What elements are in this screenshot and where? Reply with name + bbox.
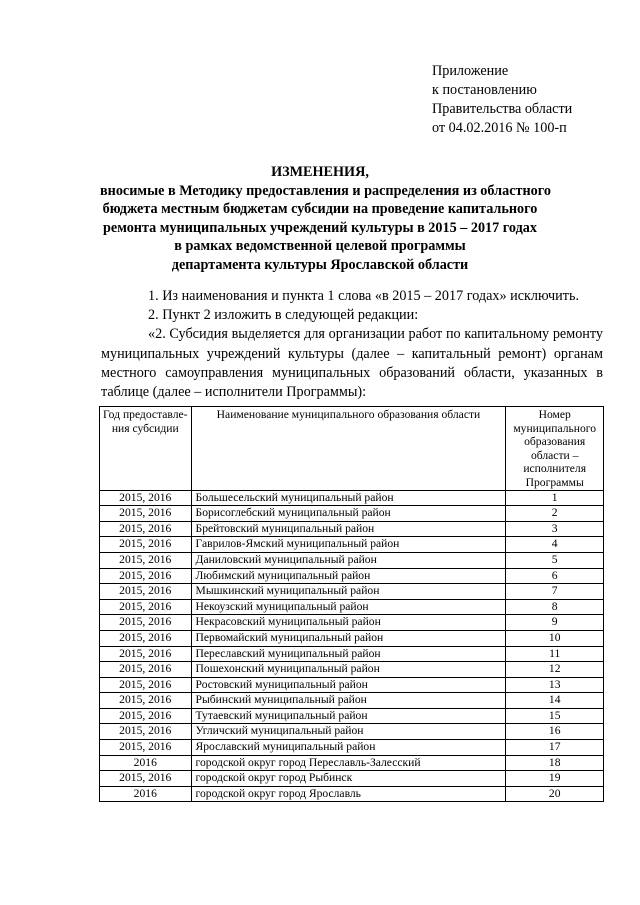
cell-name: Большесельский муниципальный район	[191, 490, 506, 506]
cell-year: 2015, 2016	[100, 771, 192, 787]
cell-number: 1	[506, 490, 604, 506]
document-title	[100, 163, 551, 275]
cell-year: 2015, 2016	[100, 724, 192, 740]
table-row	[100, 724, 604, 740]
cell-name: Тутаевский муниципальный район	[191, 708, 506, 724]
cell-year: 2015, 2016	[100, 521, 192, 537]
header-name: Наименование муниципального образования области	[191, 407, 506, 491]
table-row	[100, 506, 604, 522]
table-row	[100, 740, 604, 756]
table-row	[100, 552, 604, 568]
table-row	[100, 584, 604, 600]
cell-year: 2015, 2016	[100, 646, 192, 662]
table-row	[100, 599, 604, 615]
table-row	[100, 771, 604, 787]
paragraph-1: 1. Из наименования и пункта 1 слова «в 2015 – 2017 годах» исключить.	[148, 288, 579, 304]
header-year: Год предоставле-ния субсидии	[100, 407, 192, 491]
cell-number: 19	[506, 771, 604, 787]
cell-name: Рыбинский муниципальный район	[191, 693, 506, 709]
cell-number: 10	[506, 630, 604, 646]
cell-name: городской округ город Ярославль	[191, 786, 506, 802]
cell-number: 16	[506, 724, 604, 740]
body-text	[101, 287, 603, 402]
header-number: Номер муниципального образования области – исполнителя Программы	[506, 407, 604, 491]
cell-name: Мышкинский муниципальный район	[191, 584, 506, 600]
appendix-line: Приложение	[432, 63, 509, 79]
cell-name: Некоузский муниципальный район	[191, 599, 506, 615]
cell-number: 8	[506, 599, 604, 615]
cell-number: 14	[506, 693, 604, 709]
cell-year: 2016	[100, 786, 192, 802]
cell-name: Первомайский муниципальный район	[191, 630, 506, 646]
title-line: в рамках ведомственной целевой программы	[174, 238, 466, 255]
cell-name: Даниловский муниципальный район	[191, 552, 506, 568]
cell-name: Ярославский муниципальный район	[191, 740, 506, 756]
table-body	[100, 490, 604, 802]
table-row	[100, 615, 604, 631]
cell-year: 2015, 2016	[100, 568, 192, 584]
cell-year: 2015, 2016	[100, 552, 192, 568]
table-row	[100, 677, 604, 693]
cell-year: 2015, 2016	[100, 630, 192, 646]
cell-year: 2015, 2016	[100, 693, 192, 709]
table-row	[100, 786, 604, 802]
cell-number: 5	[506, 552, 604, 568]
cell-year: 2015, 2016	[100, 615, 192, 631]
table-row	[100, 755, 604, 771]
appendix-line: к постановлению	[432, 82, 537, 98]
cell-number: 13	[506, 677, 604, 693]
table-row	[100, 490, 604, 506]
cell-number: 20	[506, 786, 604, 802]
paragraph-3: «2. Субсидия выделяется для организации работ по капитальному ремонту муниципальных учреждений культуры (далее – капитальный ремонт) органам местного самоуправления муниципальных образований области, указанных в таблице (далее – исполнители Программы):	[101, 326, 603, 401]
title-line: вносимые в Методику предоставления и распределения из областного	[100, 182, 551, 199]
cell-name: Ростовский муниципальный район	[191, 677, 506, 693]
table-row	[100, 708, 604, 724]
table-row	[100, 662, 604, 678]
cell-name: Угличский муниципальный район	[191, 724, 506, 740]
cell-number: 17	[506, 740, 604, 756]
cell-number: 9	[506, 615, 604, 631]
cell-name: Гаврилов-Ямский муниципальный район	[191, 537, 506, 553]
cell-year: 2015, 2016	[100, 740, 192, 756]
cell-number: 2	[506, 506, 604, 522]
cell-name: Переславский муниципальный район	[191, 646, 506, 662]
cell-name: городской округ город Рыбинск	[191, 771, 506, 787]
cell-name: Некрасовский муниципальный район	[191, 615, 506, 631]
table-row	[100, 521, 604, 537]
cell-name: городской округ город Переславль-Залесский	[191, 755, 506, 771]
cell-name: Брейтовский муниципальный район	[191, 521, 506, 537]
appendix-line: Правительства области	[432, 101, 573, 117]
cell-number: 4	[506, 537, 604, 553]
subsidy-table	[99, 406, 604, 802]
table-row	[100, 630, 604, 646]
table-row	[100, 693, 604, 709]
table-row	[100, 646, 604, 662]
cell-number: 15	[506, 708, 604, 724]
cell-year: 2015, 2016	[100, 599, 192, 615]
cell-year: 2015, 2016	[100, 662, 192, 678]
cell-number: 6	[506, 568, 604, 584]
cell-year: 2015, 2016	[100, 584, 192, 600]
cell-name: Борисоглебский муниципальный район	[191, 506, 506, 522]
table-row	[100, 537, 604, 553]
paragraph-2: 2. Пункт 2 изложить в следующей редакции:	[148, 307, 419, 324]
appendix-line: от 04.02.2016 № 100-п	[432, 120, 567, 136]
title-line: бюджета местным бюджетам субсидии на проведение капитального	[102, 201, 538, 218]
table-row	[100, 568, 604, 584]
appendix-block	[432, 62, 572, 138]
title-heading: ИЗМЕНЕНИЯ,	[271, 164, 369, 180]
cell-name: Любимский муниципальный район	[191, 568, 506, 584]
cell-name: Пошехонский муниципальный район	[191, 662, 506, 678]
cell-year: 2015, 2016	[100, 490, 192, 506]
cell-number: 7	[506, 584, 604, 600]
cell-year: 2016	[100, 755, 192, 771]
cell-year: 2015, 2016	[100, 677, 192, 693]
cell-number: 12	[506, 662, 604, 678]
cell-year: 2015, 2016	[100, 506, 192, 522]
cell-year: 2015, 2016	[100, 708, 192, 724]
cell-number: 3	[506, 521, 604, 537]
cell-year: 2015, 2016	[100, 537, 192, 553]
cell-number: 18	[506, 755, 604, 771]
title-line: ремонта муниципальных учреждений культуры в 2015 – 2017 годах	[103, 219, 537, 236]
title-line: департамента культуры Ярославской области	[171, 256, 469, 273]
cell-number: 11	[506, 646, 604, 662]
table-header-row	[100, 407, 604, 491]
